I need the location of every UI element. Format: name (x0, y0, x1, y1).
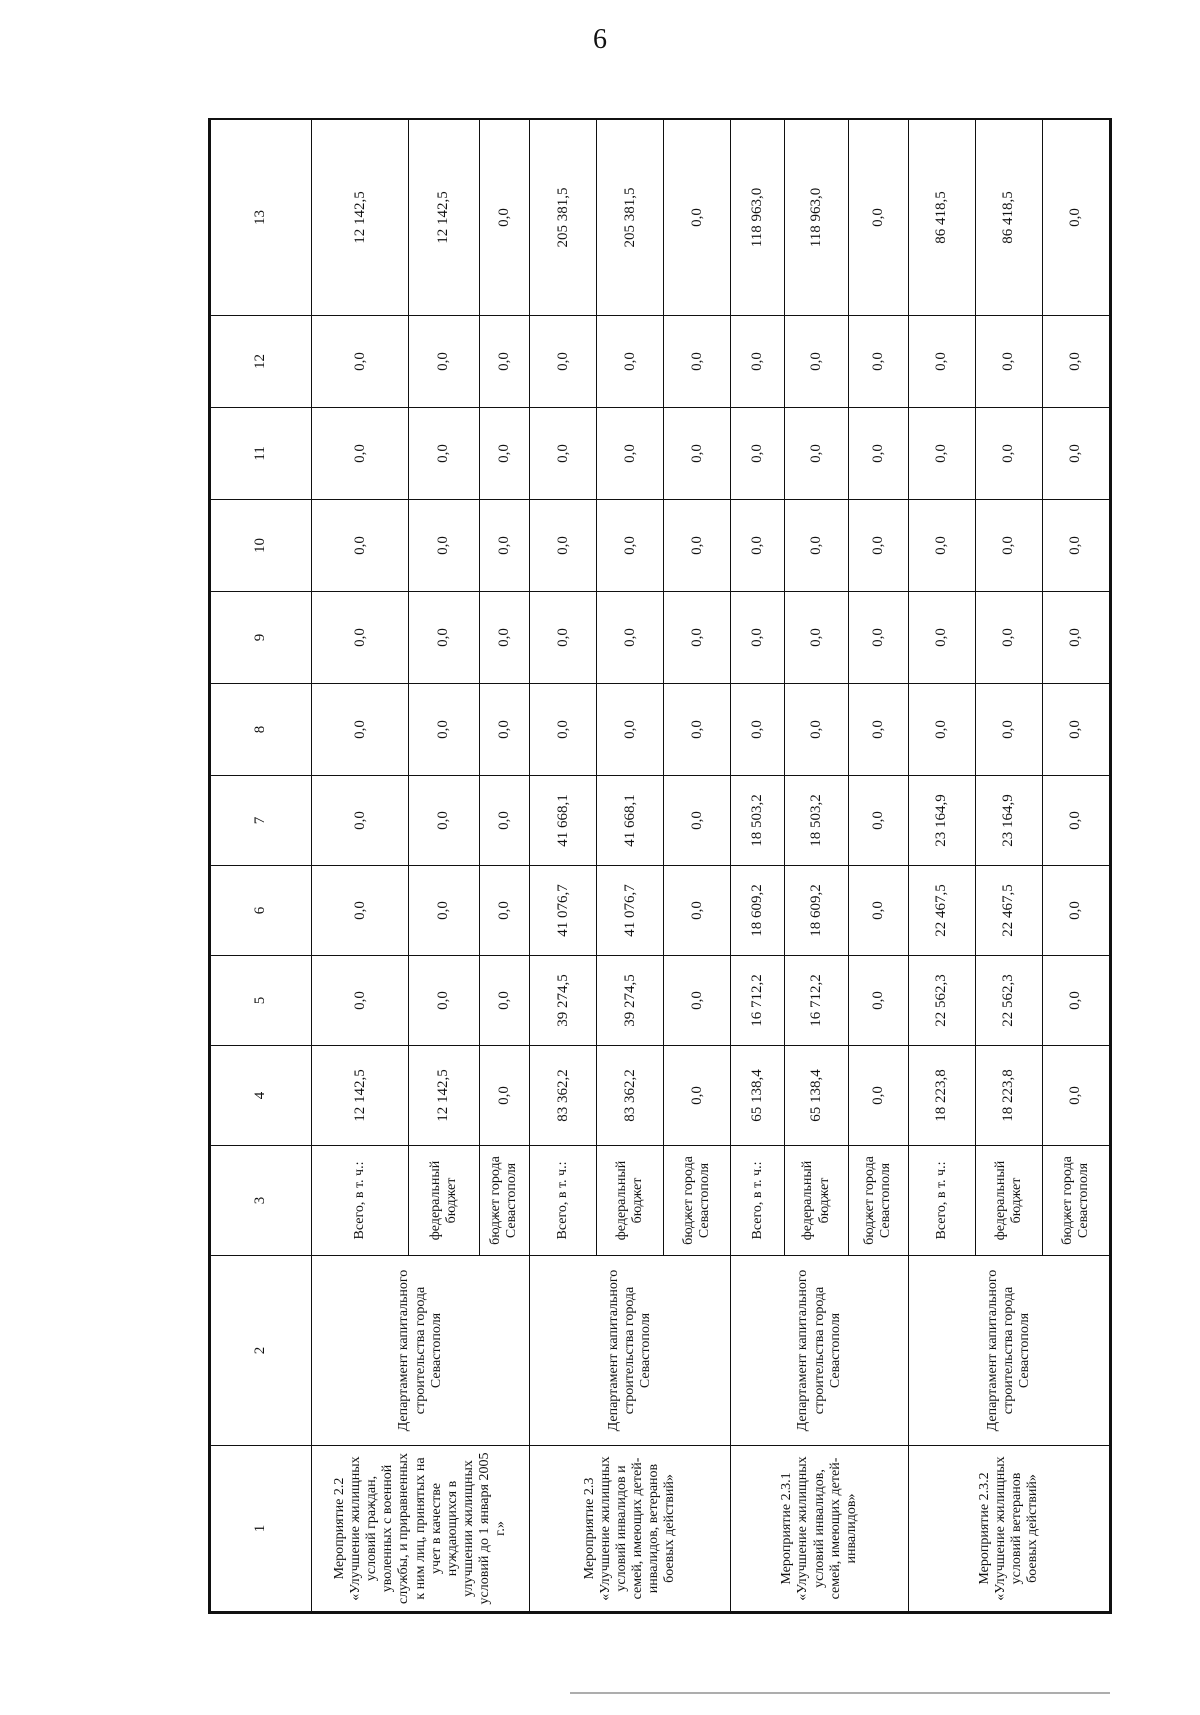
column-header: 5 (211, 956, 312, 1046)
amount-cell: 18 503,2 (731, 776, 785, 866)
amount-cell: 0,0 (479, 500, 530, 592)
amount-cell: 0,0 (785, 408, 849, 500)
amount-cell: 0,0 (664, 120, 731, 316)
amount-cell: 41 668,1 (530, 776, 597, 866)
amount-cell: 0,0 (731, 316, 785, 408)
amount-cell: 41 668,1 (597, 776, 664, 866)
amount-cell: 0,0 (975, 592, 1042, 684)
amount-cell: 0,0 (530, 684, 597, 776)
amount-cell: 0,0 (849, 408, 909, 500)
amount-cell: 0,0 (597, 408, 664, 500)
amount-cell: 16 712,2 (731, 956, 785, 1046)
amount-cell: 0,0 (597, 500, 664, 592)
executor-cell: Департамент капитального строительства города Севастополя (731, 1256, 909, 1446)
amount-cell: 0,0 (409, 776, 479, 866)
amount-cell: 0,0 (664, 776, 731, 866)
amount-cell: 0,0 (1042, 120, 1109, 316)
amount-cell: 0,0 (664, 684, 731, 776)
amount-cell: 0,0 (409, 408, 479, 500)
amount-cell: 65 138,4 (731, 1046, 785, 1146)
amount-cell: 0,0 (479, 1046, 530, 1146)
funding-source-cell: федеральный бюджет (975, 1146, 1042, 1256)
column-header: 1 (211, 1446, 312, 1612)
amount-cell: 0,0 (479, 684, 530, 776)
amount-cell: 86 418,5 (908, 120, 975, 316)
amount-cell: 0,0 (975, 408, 1042, 500)
funding-source-cell: федеральный бюджет (785, 1146, 849, 1256)
amount-cell: 0,0 (849, 776, 909, 866)
amount-cell: 0,0 (849, 1046, 909, 1146)
amount-cell: 0,0 (479, 866, 530, 956)
event-name-cell: Мероприятие 2.3.2 «Улучшение жилищных условий ветеранов боевых действий» (908, 1446, 1109, 1612)
amount-cell: 0,0 (409, 592, 479, 684)
amount-cell: 0,0 (1042, 684, 1109, 776)
amount-cell: 0,0 (1042, 500, 1109, 592)
amount-cell: 0,0 (479, 592, 530, 684)
executor-cell: Департамент капитального строительства города Севастополя (530, 1256, 731, 1446)
amount-cell: 0,0 (849, 500, 909, 592)
amount-cell: 0,0 (1042, 776, 1109, 866)
amount-cell: 0,0 (908, 684, 975, 776)
funding-source-cell: Всего, в т. ч.: (312, 1146, 409, 1256)
amount-cell: 0,0 (312, 592, 409, 684)
column-header: 2 (211, 1256, 312, 1446)
amount-cell: 39 274,5 (530, 956, 597, 1046)
amount-cell: 0,0 (312, 316, 409, 408)
funding-source-cell: бюджет города Севастополя (664, 1146, 731, 1256)
amount-cell: 0,0 (479, 120, 530, 316)
amount-cell: 0,0 (409, 956, 479, 1046)
event-name-cell: Мероприятие 2.3.1 «Улучшение жилищных условий инвалидов, семей, имеющих детей-инвалидов» (731, 1446, 909, 1612)
header-row (211, 120, 312, 1612)
amount-cell: 0,0 (908, 316, 975, 408)
amount-cell: 22 467,5 (975, 866, 1042, 956)
amount-cell: 0,0 (908, 408, 975, 500)
amount-cell: 0,0 (849, 956, 909, 1046)
amount-cell: 83 362,2 (530, 1046, 597, 1146)
amount-cell: 0,0 (849, 684, 909, 776)
amount-cell: 22 562,3 (908, 956, 975, 1046)
amount-cell: 0,0 (785, 500, 849, 592)
amount-cell: 0,0 (312, 776, 409, 866)
amount-cell: 0,0 (597, 592, 664, 684)
amount-cell: 86 418,5 (975, 120, 1042, 316)
funding-source-cell: Всего, в т. ч.: (530, 1146, 597, 1256)
amount-cell: 0,0 (312, 866, 409, 956)
amount-cell: 16 712,2 (785, 956, 849, 1046)
amount-cell: 0,0 (1042, 408, 1109, 500)
amount-cell: 0,0 (849, 592, 909, 684)
amount-cell: 0,0 (409, 316, 479, 408)
amount-cell: 0,0 (1042, 956, 1109, 1046)
amount-cell: 12 142,5 (409, 1046, 479, 1146)
amount-cell: 0,0 (664, 866, 731, 956)
column-header: 10 (211, 500, 312, 592)
amount-cell: 22 467,5 (908, 866, 975, 956)
amount-cell: 65 138,4 (785, 1046, 849, 1146)
amount-cell: 0,0 (975, 684, 1042, 776)
column-header: 9 (211, 592, 312, 684)
amount-cell: 18 503,2 (785, 776, 849, 866)
event-name-cell: Мероприятие 2.2 «Улучшение жилищных условий граждан, уволенных с военной службы, и приравненных к ним лиц, принятых на учет в качестве нуждающихся в улучшении жилищных условий до 1 января 2005 г.» (312, 1446, 530, 1612)
amount-cell: 0,0 (479, 408, 530, 500)
amount-cell: 0,0 (409, 866, 479, 956)
amount-cell: 0,0 (785, 316, 849, 408)
amount-cell: 83 362,2 (597, 1046, 664, 1146)
funding-source-cell: федеральный бюджет (597, 1146, 664, 1256)
column-header: 8 (211, 684, 312, 776)
amount-cell: 41 076,7 (597, 866, 664, 956)
funding-source-cell: федеральный бюджет (409, 1146, 479, 1256)
table-body (312, 120, 1110, 1612)
column-header: 6 (211, 866, 312, 956)
table-row (312, 120, 409, 1612)
amount-cell: 0,0 (312, 408, 409, 500)
amount-cell: 0,0 (731, 500, 785, 592)
amount-cell: 0,0 (785, 592, 849, 684)
amount-cell: 18 609,2 (785, 866, 849, 956)
amount-cell: 0,0 (597, 684, 664, 776)
amount-cell: 0,0 (1042, 1046, 1109, 1146)
column-header: 12 (211, 316, 312, 408)
amount-cell: 0,0 (975, 316, 1042, 408)
amount-cell: 0,0 (908, 500, 975, 592)
amount-cell: 0,0 (530, 408, 597, 500)
amount-cell: 0,0 (849, 316, 909, 408)
amount-cell: 0,0 (731, 684, 785, 776)
amount-cell: 0,0 (849, 120, 909, 316)
amount-cell: 0,0 (664, 500, 731, 592)
funding-source-cell: Всего, в т. ч.: (731, 1146, 785, 1256)
amount-cell: 0,0 (312, 500, 409, 592)
amount-cell: 23 164,9 (908, 776, 975, 866)
amount-cell: 0,0 (530, 316, 597, 408)
amount-cell: 0,0 (664, 956, 731, 1046)
funding-source-cell: бюджет города Севастополя (849, 1146, 909, 1256)
funding-source-cell: бюджет города Севастополя (479, 1146, 530, 1256)
amount-cell: 0,0 (975, 500, 1042, 592)
amount-cell: 0,0 (664, 316, 731, 408)
amount-cell: 12 142,5 (409, 120, 479, 316)
column-header: 7 (211, 776, 312, 866)
column-header: 3 (211, 1146, 312, 1256)
amount-cell: 0,0 (312, 956, 409, 1046)
amount-cell: 0,0 (530, 500, 597, 592)
table-row (908, 120, 975, 1612)
amount-cell: 0,0 (664, 592, 731, 684)
budget-table-frame (208, 118, 1112, 1614)
amount-cell: 12 142,5 (312, 1046, 409, 1146)
funding-source-cell: бюджет города Севастополя (1042, 1146, 1109, 1256)
amount-cell: 0,0 (479, 316, 530, 408)
amount-cell: 0,0 (664, 1046, 731, 1146)
amount-cell: 0,0 (409, 684, 479, 776)
amount-cell: 205 381,5 (597, 120, 664, 316)
column-header: 4 (211, 1046, 312, 1146)
table-row (530, 120, 597, 1612)
budget-table (210, 119, 1110, 1612)
amount-cell: 0,0 (479, 776, 530, 866)
table-row (731, 120, 785, 1612)
funding-source-cell: Всего, в т. ч.: (908, 1146, 975, 1256)
amount-cell: 118 963,0 (785, 120, 849, 316)
amount-cell: 118 963,0 (731, 120, 785, 316)
amount-cell: 0,0 (409, 500, 479, 592)
amount-cell: 0,0 (479, 956, 530, 1046)
amount-cell: 0,0 (597, 316, 664, 408)
column-header: 13 (211, 120, 312, 316)
bottom-scan-line (570, 1692, 1110, 1694)
amount-cell: 0,0 (1042, 316, 1109, 408)
amount-cell: 18 223,8 (975, 1046, 1042, 1146)
amount-cell: 12 142,5 (312, 120, 409, 316)
rotated-table-container (210, 120, 1110, 1612)
amount-cell: 0,0 (1042, 866, 1109, 956)
amount-cell: 0,0 (664, 408, 731, 500)
amount-cell: 0,0 (908, 592, 975, 684)
amount-cell: 0,0 (731, 408, 785, 500)
executor-cell: Департамент капитального строительства города Севастополя (312, 1256, 530, 1446)
amount-cell: 0,0 (849, 866, 909, 956)
page-number: 6 (593, 24, 607, 55)
amount-cell: 0,0 (1042, 592, 1109, 684)
event-name-cell: Мероприятие 2.3 «Улучшение жилищных условий инвалидов и семей, имеющих детей-инвалидов, ветеранов боевых действий» (530, 1446, 731, 1612)
amount-cell: 0,0 (530, 592, 597, 684)
amount-cell: 0,0 (785, 684, 849, 776)
amount-cell: 18 223,8 (908, 1046, 975, 1146)
executor-cell: Департамент капитального строительства города Севастополя (908, 1256, 1109, 1446)
amount-cell: 23 164,9 (975, 776, 1042, 866)
amount-cell: 18 609,2 (731, 866, 785, 956)
amount-cell: 39 274,5 (597, 956, 664, 1046)
amount-cell: 41 076,7 (530, 866, 597, 956)
amount-cell: 22 562,3 (975, 956, 1042, 1046)
column-header: 11 (211, 408, 312, 500)
amount-cell: 0,0 (312, 684, 409, 776)
amount-cell: 0,0 (731, 592, 785, 684)
amount-cell: 205 381,5 (530, 120, 597, 316)
